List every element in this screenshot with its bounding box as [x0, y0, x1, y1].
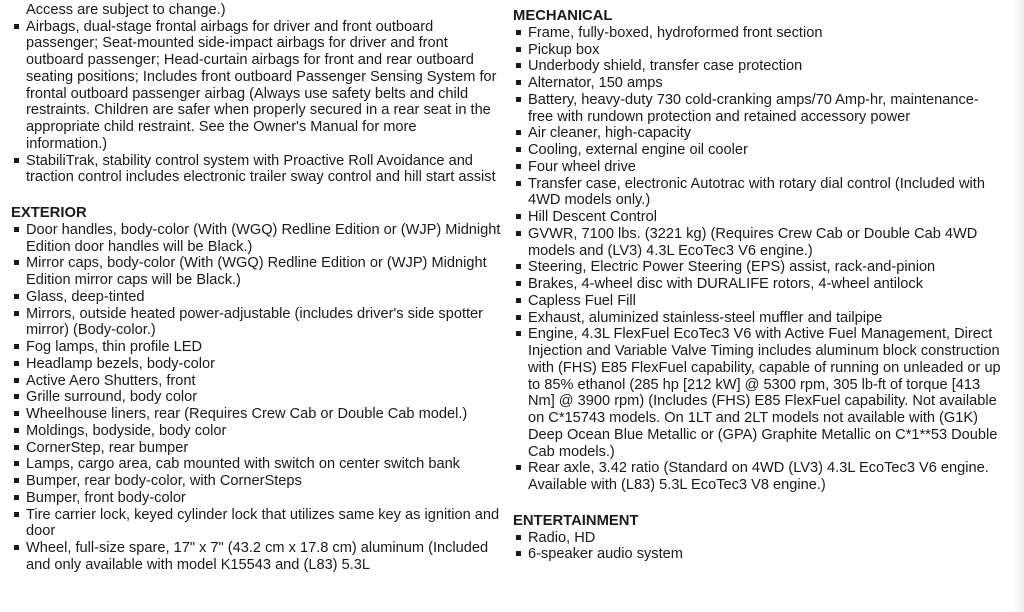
bullet-icon [14, 428, 19, 433]
list-item: Battery, heavy-duty 730 cold-cranking amps/70 Amp-hr, maintenance-free with rundown protection and retained accessory power [513, 92, 1001, 126]
list-item: Mirror caps, body-color (With (WGQ) Redline Edition or (WJP) Midnight Edition mirror caps will be Black.) [11, 255, 501, 289]
list-item: Hill Descent Control [513, 209, 1001, 226]
bullet-icon [14, 24, 19, 29]
page-edge-shadow [1012, 0, 1024, 612]
mechanical-list [513, 25, 1001, 494]
bullet-icon [14, 478, 19, 483]
entertainment-list [513, 530, 1001, 564]
bullet-icon [516, 30, 521, 35]
bullet-icon [516, 298, 521, 303]
list-item: Lamps, cargo area, cab mounted with switch on center switch bank [11, 456, 501, 473]
list-item: Headlamp bezels, body-color [11, 356, 501, 373]
exterior-list [11, 222, 501, 574]
bullet-icon [14, 361, 19, 366]
bullet-icon [14, 495, 19, 500]
entertainment-heading: ENTERTAINMENT [513, 512, 639, 529]
list-item: Active Aero Shutters, front [11, 373, 501, 390]
mechanical-heading: MECHANICAL [513, 8, 613, 24]
bullet-icon [516, 130, 521, 135]
bullet-icon [516, 231, 521, 236]
list-item: Radio, HD [513, 530, 1001, 547]
list-item: Wheelhouse liners, rear (Requires Crew Cab or Double Cab model.) [11, 406, 501, 423]
bullet-icon [516, 164, 521, 169]
list-item: Airbags, dual-stage frontal airbags for driver and front outboard passenger; Seat-mounted side-impact airbags for driver and front outboard passenger; Head-curtain airbags for front and rear outboard seating positions; Includes front outboard Passenger Sensing System for frontal outboard passenger airbag (Always use safety belts and child restraints. Children are safer when properly secured in a rear seat in the appropriate child restraint. See the Owner's Manual for more information.) [11, 19, 501, 153]
bullet-icon [14, 158, 19, 163]
list-item: Glass, deep-tinted [11, 289, 501, 306]
bullet-icon [516, 47, 521, 52]
bullet-icon [14, 394, 19, 399]
list-item: Fog lamps, thin profile LED [11, 339, 501, 356]
list-item: Rear axle, 3.42 ratio (Standard on 4WD (LV3) 4.3L EcoTec3 V6 engine. Available with (L83) 5.3L EcoTec3 V8 engine.) [513, 460, 1001, 494]
bullet-icon [14, 227, 19, 232]
bullet-icon [516, 80, 521, 85]
list-item: Bumper, rear body-color, with CornerSteps [11, 473, 501, 490]
list-item: Brakes, 4-wheel disc with DURALIFE rotors, 4-wheel antilock [513, 276, 1001, 293]
list-item: Four wheel drive [513, 159, 1001, 176]
list-item: Grille surround, body color [11, 389, 501, 406]
bullet-icon [516, 535, 521, 540]
list-item: Underbody shield, transfer case protection [513, 58, 1001, 75]
bullet-icon [516, 147, 521, 152]
list-item: Moldings, bodyside, body color [11, 423, 501, 440]
bullet-icon [14, 294, 19, 299]
list-item: Frame, fully-boxed, hydroformed front section [513, 25, 1001, 42]
list-item: Capless Fuel Fill [513, 293, 1001, 310]
bullet-icon [14, 461, 19, 466]
bullet-icon [14, 378, 19, 383]
list-item: Door handles, body-color (With (WGQ) Redline Edition or (WJP) Midnight Edition door handles will be Black.) [11, 222, 501, 256]
bullet-icon [14, 512, 19, 517]
right-column [513, 8, 1001, 563]
list-item: Wheel, full-size spare, 17" x 7" (43.2 cm x 17.8 cm) aluminum (Included and only available with model K15543 and (L83) 5.3L [11, 540, 501, 574]
list-item: Exhaust, aluminized stainless-steel muffler and tailpipe [513, 310, 1001, 327]
bullet-icon [516, 315, 521, 320]
list-item: Pickup box [513, 42, 1001, 59]
bullet-icon [516, 281, 521, 286]
bullet-icon [516, 264, 521, 269]
exterior-heading: EXTERIOR [11, 205, 87, 221]
list-item: Bumper, front body-color [11, 490, 501, 507]
list-item: Air cleaner, high-capacity [513, 125, 1001, 142]
bullet-icon [14, 344, 19, 349]
list-item: Cooling, external engine oil cooler [513, 142, 1001, 159]
bullet-icon [516, 331, 521, 336]
list-item: Alternator, 150 amps [513, 75, 1001, 92]
list-item: 6-speaker audio system [513, 546, 1001, 563]
list-item: Transfer case, electronic Autotrac with rotary dial control (Included with 4WD models only.) [513, 176, 1001, 210]
list-item: CornerStep, rear bumper [11, 440, 501, 457]
list-item: Tire carrier lock, keyed cylinder lock that utilizes same key as ignition and door [11, 507, 501, 541]
bullet-icon [516, 97, 521, 102]
left-column [11, 0, 501, 574]
list-item: GVWR, 7100 lbs. (3221 kg) (Requires Crew Cab or Double Cab 4WD models and (LV3) 4.3L EcoTec3 V6 engine.) [513, 226, 1001, 260]
list-item: Mirrors, outside heated power-adjustable (includes driver's side spotter mirror) (Body-color.) [11, 306, 501, 340]
bullet-icon [14, 311, 19, 316]
bullet-icon [14, 411, 19, 416]
bullet-icon [516, 214, 521, 219]
bullet-icon [516, 181, 521, 186]
list-item: Steering, Electric Power Steering (EPS) assist, rack-and-pinion [513, 259, 1001, 276]
safety-list [11, 0, 501, 186]
bullet-icon [516, 63, 521, 68]
bullet-icon [516, 465, 521, 470]
bullet-icon [14, 260, 19, 265]
bullet-icon [516, 551, 521, 556]
bullet-icon [14, 445, 19, 450]
list-item: StabiliTrak, stability control system with Proactive Roll Avoidance and traction control includes electronic trailer sway control and hill start assist [11, 153, 501, 187]
list-item: Engine, 4.3L FlexFuel EcoTec3 V6 with Active Fuel Management, Direct Injection and Variable Valve Timing includes aluminum block construction with (FHS) E85 FlexFuel capability, capable of running on unleaded or up to 85% ethanol (285 hp [212 kW] @ 5300 rpm, 305 lb-ft of torque [413 Nm] @ 3900 rpm) (Includes (FHS) E85 FlexFuel capability. Not available on C*15743 models. On 1LT and 2LT models not available with (G1K) Deep Ocean Blue Metallic or (GPA) Graphite Metallic on C*1**53 Double Cab models.) [513, 326, 1001, 460]
list-item: Access are subject to change.) [26, 1, 226, 18]
bullet-icon [14, 545, 19, 550]
